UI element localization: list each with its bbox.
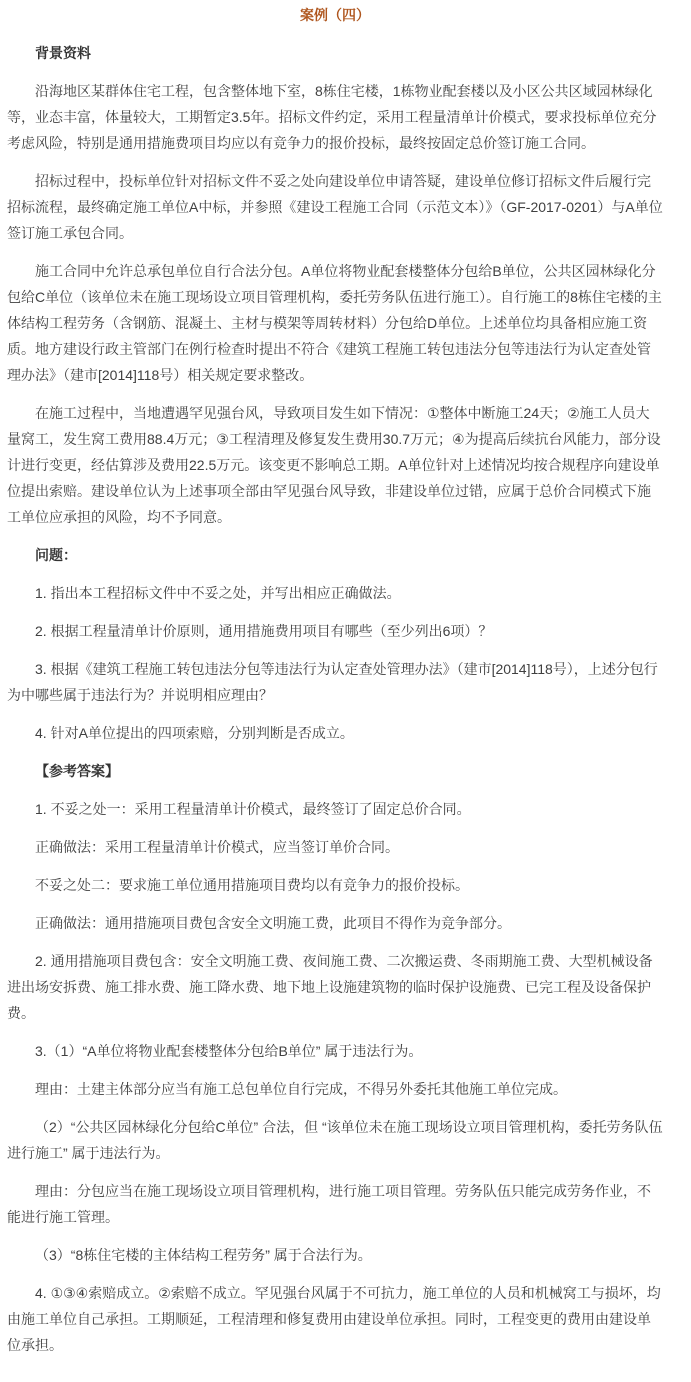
answer-paragraph-4: 正确做法：通用措施项目费包含安全文明施工费，此项目不得作为竞争部分。: [35, 915, 511, 931]
answer-paragraph-6: 3.（1）“A单位将物业配套楼整体分包给B单位” 属于违法行为。: [35, 1043, 423, 1059]
page-title: 案例（四）: [300, 7, 370, 23]
answer-paragraph-1: 1. 不妥之处一：采用工程量清单计价模式，最终签订了固定总价合同。: [35, 801, 471, 817]
background-paragraph-4: 在施工过程中，当地遭遇罕见强台风，导致项目发生如下情况：①整体中断施工24天；②施工人员大量窝工，发生窝工费用88.4万元；③工程清理及修复发生费用30.7万元；④为提高后续抗台风能力，部分设计进行变更，经估算涉及费用22.5万元。该变更不影响总工期。A单位针对上述情况均按合规程序向建设单位提出索赔。建设单位认为上述事项全部由罕见强台风导致，非建设单位过错，应属于总价合同模式下施工单位应承担的风险，均不予同意。: [7, 405, 661, 525]
background-heading: 背景资料: [35, 45, 91, 61]
answer-paragraph-7: 理由：土建主体部分应当有施工总包单位自行完成，不得另外委托其他施工单位完成。: [35, 1081, 567, 1097]
answer-paragraph-8: （2）“公共区园林绿化分包给C单位” 合法，但 “该单位未在施工现场设立项目管理机构，委托劳务队伍进行施工” 属于违法行为。: [7, 1119, 663, 1161]
answers-heading: 【参考答案】: [35, 763, 119, 779]
questions-section: [7, 542, 663, 746]
answer-paragraph-3: 不妥之处二：要求施工单位通用措施项目费均以有竞争力的报价投标。: [35, 877, 469, 893]
background-section: [7, 40, 663, 530]
background-paragraph-2: 招标过程中，投标单位针对招标文件不妥之处向建设单位申请答疑，建设单位修订招标文件后履行完招标流程，最终确定施工单位A中标，并参照《建设工程施工合同（示范文本）》（GF-2017-0201）与A单位签订施工承包合同。: [7, 173, 663, 241]
question-item-4: 4. 针对A单位提出的四项索赔，分别判断是否成立。: [35, 725, 354, 741]
questions-heading: 问题：: [35, 547, 77, 563]
answer-paragraph-9: 理由：分包应当在施工现场设立项目管理机构，进行施工项目管理。劳务队伍只能完成劳务作业，不能进行施工管理。: [7, 1183, 651, 1225]
background-paragraph-3: 施工合同中允许总承包单位自行合法分包。A单位将物业配套楼整体分包给B单位，公共区园林绿化分包给C单位（该单位未在施工现场设立项目管理机构，委托劳务队伍进行施工）。自行施工的8栋住宅楼的主体结构工程劳务（含钢筋、混凝土、主材与模架等周转材料）分包给D单位。上述单位均具备相应施工资质。地方建设行政主管部门在例行检查时提出不符合《建筑工程施工转包违法分包等违法行为认定查处管理办法》（建市[2014]118号）相关规定要求整改。: [7, 263, 662, 383]
question-item-2: 2. 根据工程量清单计价原则，通用措施费用项目有哪些（至少列出6项）？: [35, 623, 493, 639]
question-item-1: 1. 指出本工程招标文件中不妥之处，并写出相应正确做法。: [35, 585, 401, 601]
answers-section: [7, 758, 663, 1358]
background-paragraph-1: 沿海地区某群体住宅工程，包含整体地下室，8栋住宅楼，1栋物业配套楼以及小区公共区域园林绿化等，业态丰富，体量较大，工期暂定3.5年。招标文件约定，采用工程量清单计价模式，要求投标单位充分考虑风险，特别是通用措施费项目均应以有竞争力的报价投标，最终按固定总价签订施工合同。: [7, 83, 657, 151]
answer-paragraph-10: （3）“8栋住宅楼的主体结构工程劳务” 属于合法行为。: [35, 1247, 372, 1263]
answer-paragraph-2: 正确做法：采用工程量清单计价模式，应当签订单价合同。: [35, 839, 399, 855]
answer-paragraph-5: 2. 通用措施项目费包含：安全文明施工费、夜间施工费、二次搬运费、冬雨期施工费、大型机械设备进出场安拆费、施工排水费、施工降水费、地下地上设施建筑物的临时保护设施费、已完工程及设备保护费。: [7, 953, 653, 1021]
answer-paragraph-11: 4. ①③④索赔成立。②索赔不成立。罕见强台风属于不可抗力，施工单位的人员和机械窝工与损坏，均由施工单位自己承担。工期顺延，工程清理和修复费用由建设单位承担。同时，工程变更的费用由建设单位承担。: [7, 1285, 661, 1353]
question-item-3: 3. 根据《建筑工程施工转包违法分包等违法行为认定查处管理办法》（建市[2014]118号），上述分包行为中哪些属于违法行为？并说明相应理由？: [7, 661, 658, 703]
